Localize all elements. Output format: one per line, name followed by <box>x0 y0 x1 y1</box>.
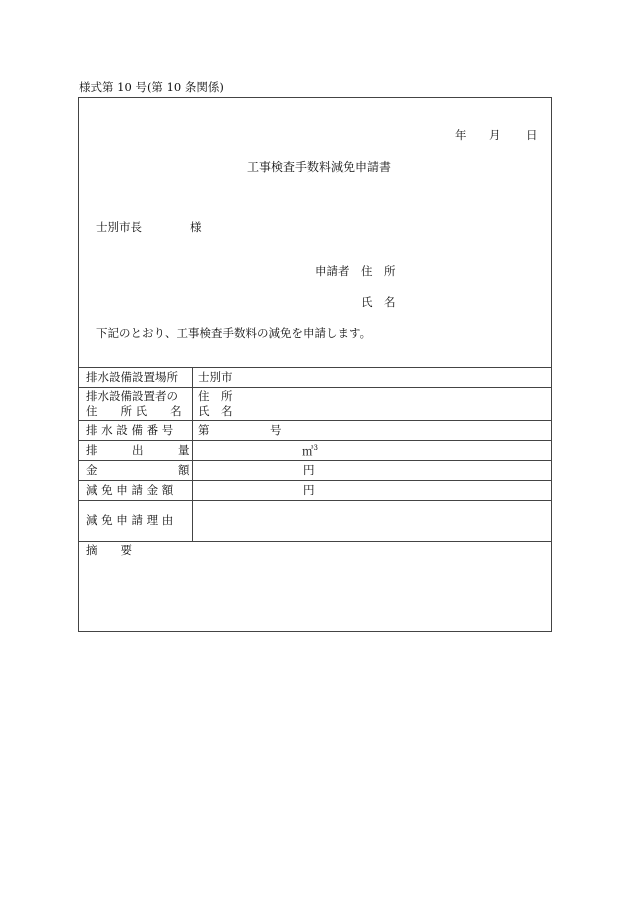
value-facility-number-suffix: 号 <box>270 423 282 437</box>
addressee-name: 士別市長 <box>96 220 142 234</box>
date-year: 年 <box>455 128 467 142</box>
date-month: 月 <box>489 128 501 142</box>
label-facility-number: 排 水 設 備 番 号 <box>86 423 174 437</box>
row-divider <box>79 500 551 501</box>
applicant-label: 申請者 <box>315 264 350 278</box>
value-reduction-amount-unit: 円 <box>303 483 315 497</box>
applicant-address-label: 住 所 <box>361 264 396 278</box>
row-divider <box>79 420 551 421</box>
column-divider <box>192 367 193 541</box>
value-installer-address: 住 所 <box>198 389 233 403</box>
label-reduction-reason: 減 免 申 請 理 由 <box>86 513 174 527</box>
form-number: 様式第 10 号(第 10 条関係) <box>79 80 224 94</box>
applicant-name-label: 氏 名 <box>361 295 396 309</box>
label-installer-line1: 排水設備設置者の <box>86 389 178 403</box>
row-divider <box>79 480 551 481</box>
row-divider <box>79 387 551 388</box>
value-facility-number-prefix: 第 <box>198 423 210 437</box>
value-installer-name: 氏 名 <box>198 404 233 418</box>
row-divider <box>79 440 551 441</box>
label-remarks: 摘 要 <box>86 543 132 557</box>
row-divider <box>79 541 551 542</box>
label-amount: 金 額 <box>86 463 190 477</box>
form-frame <box>78 97 552 632</box>
application-statement: 下記のとおり、工事検査手数料の減免を申請します。 <box>96 326 372 340</box>
addressee-honorific: 様 <box>190 220 202 234</box>
value-amount-unit: 円 <box>303 463 315 477</box>
form-title: 工事検査手数料減免申請書 <box>247 160 392 174</box>
date-day: 日 <box>526 128 538 142</box>
label-reduction-amount: 減 免 申 請 金 額 <box>86 483 174 497</box>
label-discharge-volume: 排 出 量 <box>86 443 190 457</box>
value-installation-location: 士別市 <box>198 370 233 384</box>
value-discharge-unit <box>302 445 318 457</box>
label-installer-line2: 住 所 氏 名 <box>86 404 182 418</box>
unit-superscript: 3 <box>313 444 318 452</box>
table-top-border <box>79 367 551 368</box>
row-divider <box>79 460 551 461</box>
unit-cubic-meter: ㎥ <box>302 443 314 458</box>
label-installation-location: 排水設備設置場所 <box>86 370 178 384</box>
